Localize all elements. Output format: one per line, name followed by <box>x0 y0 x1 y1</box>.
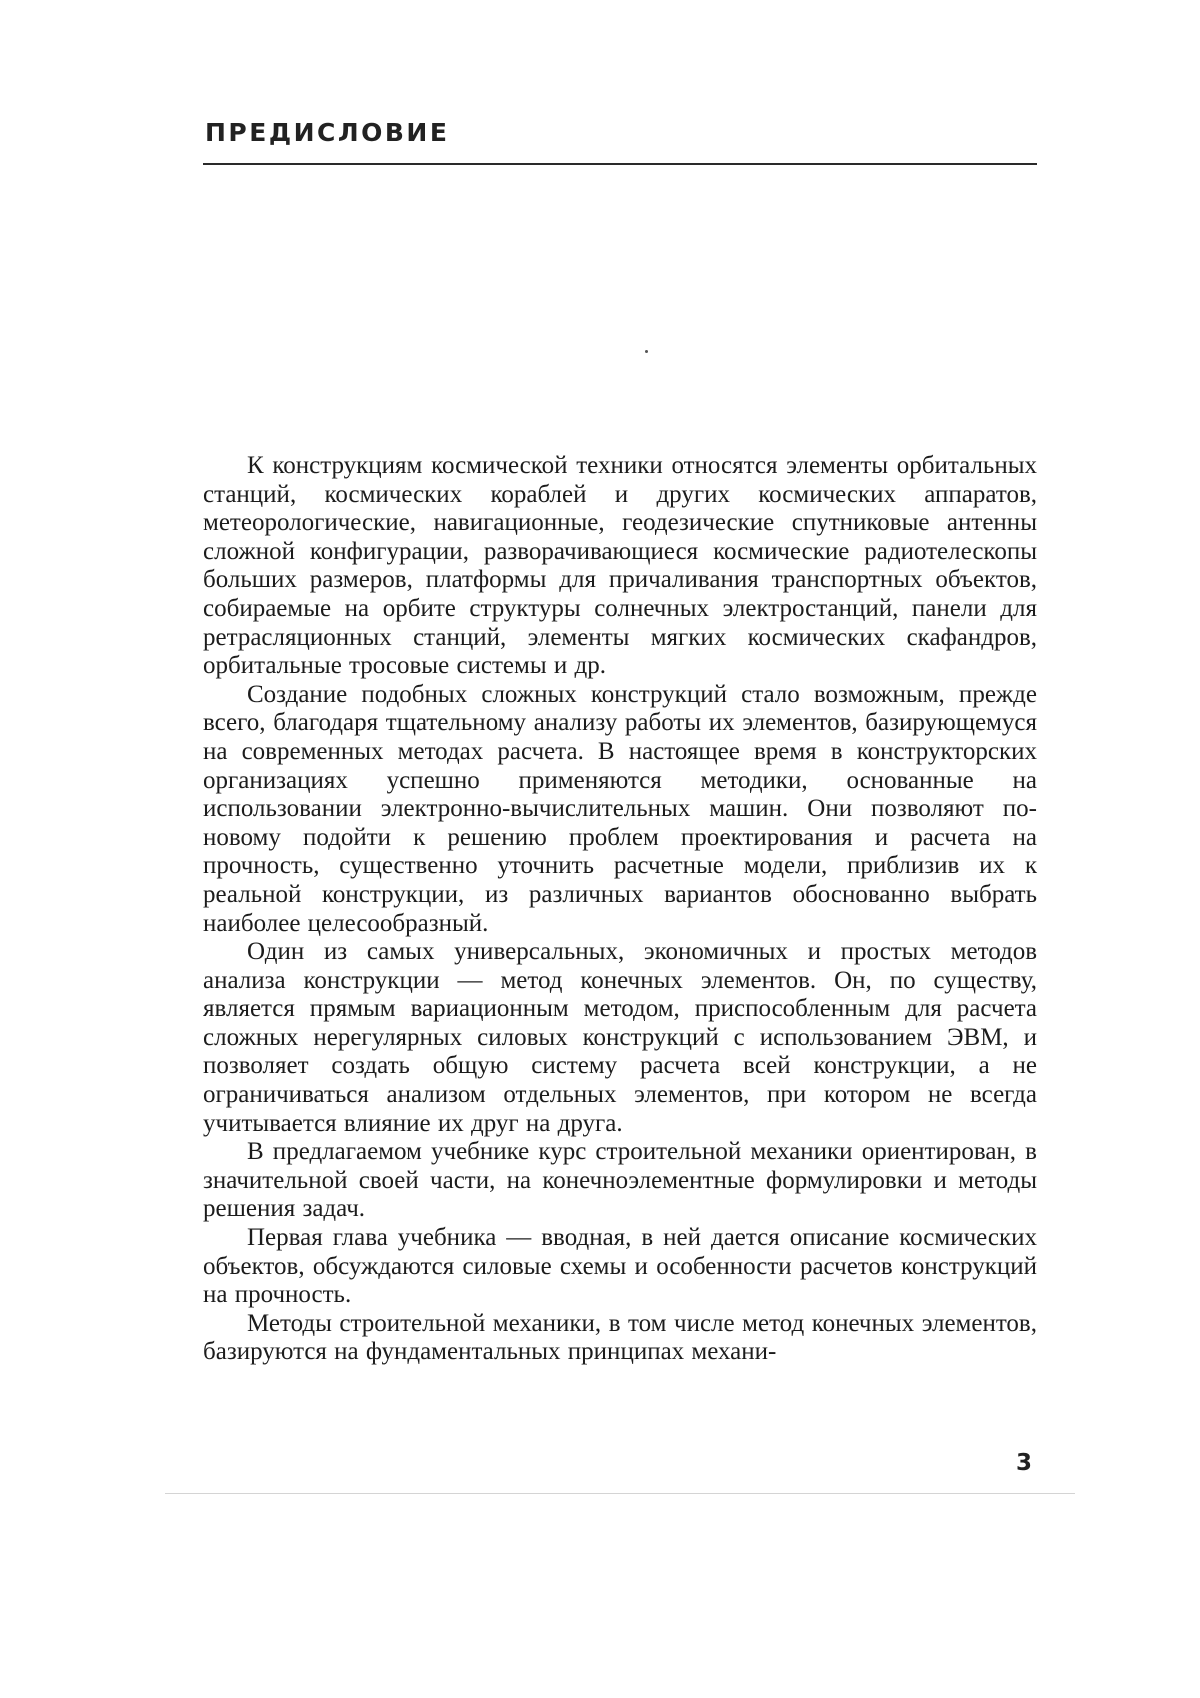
paragraph: В предлагаемом учебнике курс строительной механики ориентирован, в значительной своей части, на конечноэлементные формулировки и методы решения задач. <box>203 1138 1037 1223</box>
paragraph: Создание подобных сложных конструкций стало возможным, прежде всего, благодаря тщательному анализу работы их элементов, базирующемуся на современных методах расчета. В настоящее время в конструкторских организациях успешно применяются методики, основанные на использовании электронно-вычислительных машин. Они позволяют по-новому подойти к решению проблем проектирования и расчета на прочность, существенно уточнить расчетные модели, приблизив их к реальной конструкции, из различных вариантов обоснованно выбрать наиболее целесообразный. <box>203 680 1037 937</box>
page-number: 3 <box>1016 1450 1033 1476</box>
paragraph: К конструкциям космической техники относятся элементы орбитальных станций, космических кораблей и других космических аппаратов, метеорологические, навигационные, геодезические спутниковые антенны сложной конфигурации, разворачивающиеся космические радиотелескопы больших размеров, платформы для причаливания транспортных объектов, собираемые на орбите структуры солнечных электростанций, панели для ретрасляционных станций, элементы мягких космических скафандров, орбитальные тросовые системы и др. <box>203 452 1037 680</box>
chapter-heading: ПРЕДИСЛОВИЕ <box>205 118 450 147</box>
body-text <box>203 452 1037 1367</box>
scan-speck <box>645 350 648 353</box>
footer-rule <box>165 1493 1075 1494</box>
paragraph: Один из самых универсальных, экономичных и простых методов анализа конструкции — метод конечных элементов. Он, по существу, является прямым вариационным методом, приспособленным для расчета сложных нерегулярных силовых конструкций с использованием ЭВМ, и позволяет создать общую систему расчета всей конструкции, а не ограничиваться анализом отдельных элементов, при котором не всегда учитывается влияние их друг на друга. <box>203 938 1037 1137</box>
paragraph: Первая глава учебника — вводная, в ней дается описание космических объектов, обсуждаются силовые схемы и особенности расчетов конструкций на прочность. <box>203 1224 1037 1309</box>
heading-rule <box>203 163 1037 165</box>
paragraph: Методы строительной механики, в том числе метод конечных элементов, базируются на фундаментальных принципах механи- <box>203 1309 1037 1366</box>
